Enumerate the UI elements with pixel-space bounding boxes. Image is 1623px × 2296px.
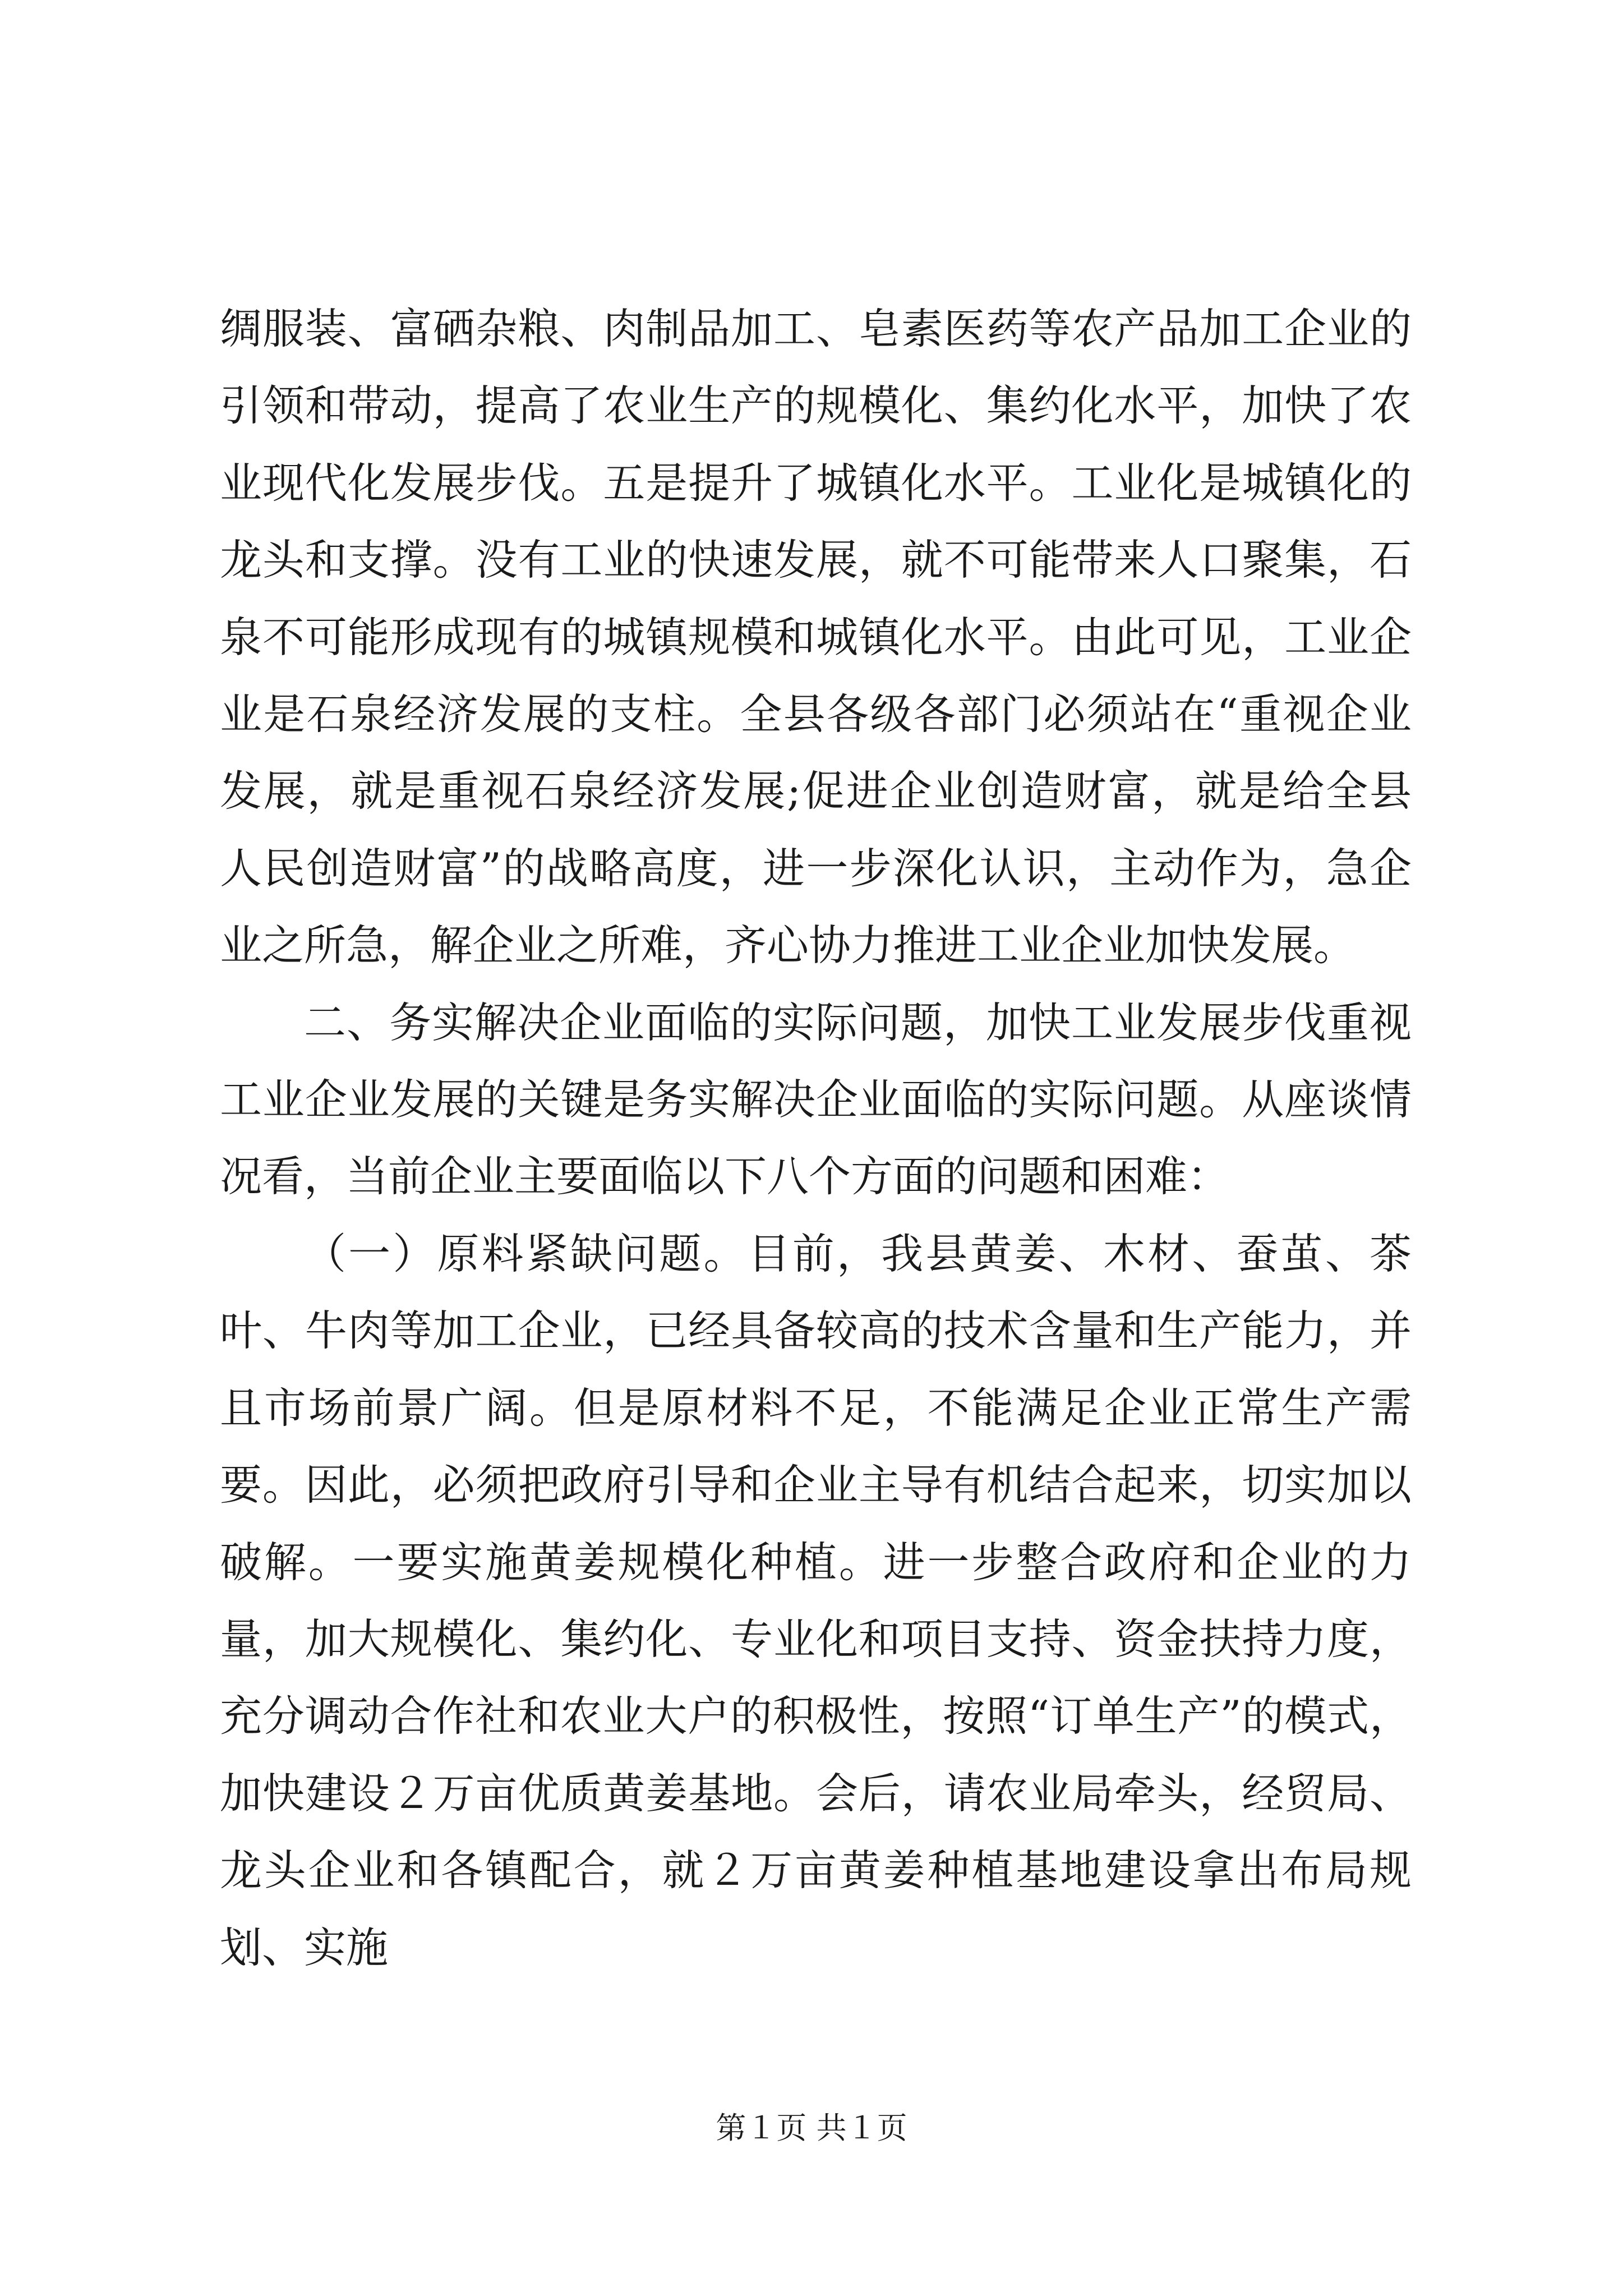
paragraph-section-two: 二、务实解决企业面临的实际问题，加快工业发展步伐重视工业企业发展的关键是务实解决企业面临的实际问题。从座谈情况看，当前企业主要面临以下八个方面的问题和困难：	[220, 997, 1412, 1202]
paragraph-raw-material: （一）原料紧缺问题。目前，我县黄姜、木材、蚕茧、茶叶、牛肉等加工企业，已经具备较高的技术含量和生产能力，并且市场前景广阔。但是原材料不足，不能满足企业正常生产需要。因此，必须把政府引导和企业主导有机结合起来，切实加以破解。一要实施黄姜规模化种植。进一步整合政府和企业的力量，加大规模化、集约化、专业化和项目支持、资金扶持力度，充分调动合作社和农业大户的积极性，按照“订单生产”的模式，加快建设２万亩优质黄姜基地。会后，请农业局牵头，经贸局、龙头企业和各镇配合，就２万亩黄姜种植基地建设拿出布局规划、实施	[220, 1228, 1412, 1972]
document-body	[220, 291, 1412, 1986]
page-footer: 第１页 共１页	[716, 2110, 907, 2146]
paragraph-continued: 绸服装、富硒杂粮、肉制品加工、皂素医药等农产品加工企业的引领和带动，提高了农业生产的规模化、集约化水平，加快了农业现代化发展步伐。五是提升了城镇化水平。工业化是城镇化的龙头和支撑。没有工业的快速发展，就不可能带来人口聚集，石泉不可能形成现有的城镇规模和城镇化水平。由此可见，工业企业是石泉经济发展的支柱。全县各级各部门必须站在“重视企业发展，就是重视石泉经济发展;促进企业创造财富，就是给全县人民创造财富”的战略高度，进一步深化认识，主动作为，急企业之所急，解企业之所难，齐心协力推进工业企业加快发展。	[220, 304, 1412, 970]
